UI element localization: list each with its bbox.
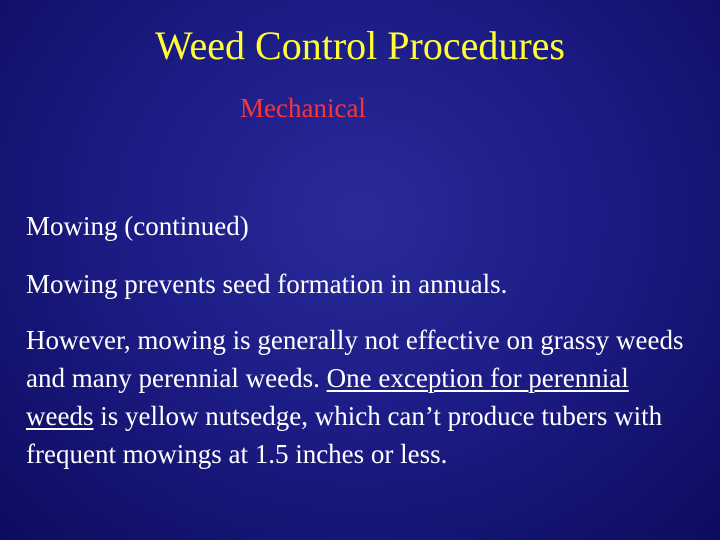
underlined-exception-text: One exception for perennial weeds	[26, 363, 629, 431]
paragraph-seed-formation: Mowing prevents seed formation in annuals.	[26, 269, 508, 299]
slide-title: Weed Control Procedures	[155, 23, 565, 68]
paragraph-mowing-continued: Mowing (continued)	[26, 211, 249, 241]
slide-subtitle: Mechanical	[240, 93, 366, 123]
paragraph-text-part1: However, mowing is generally not effective on grassy weeds and many perennial weeds.	[26, 325, 684, 393]
paragraph-effectiveness	[26, 321, 698, 473]
paragraph-text-part2: is yellow nutsedge, which can’t produce tubers with frequent mowings at 1.5 inches or less.	[26, 401, 663, 469]
